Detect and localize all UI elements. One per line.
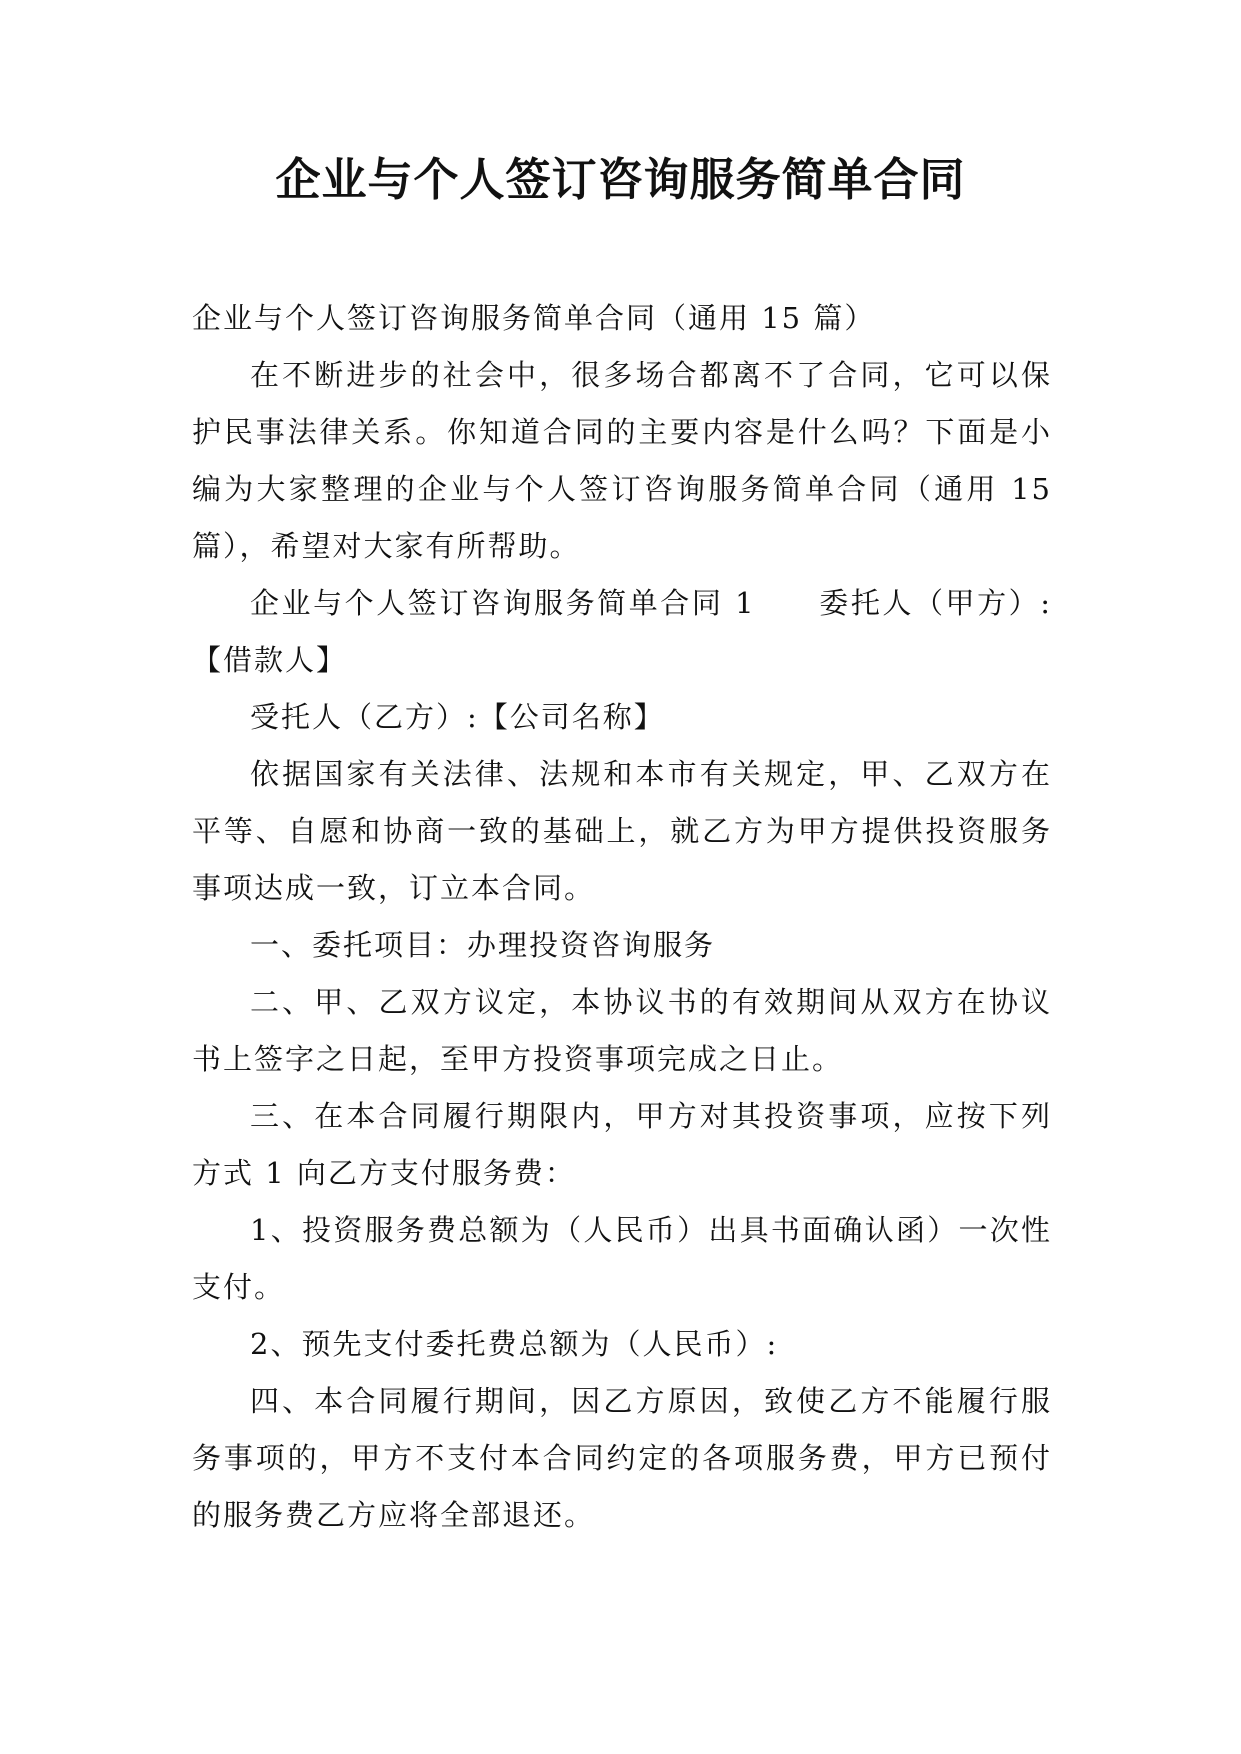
document-title: 企业与个人签订咨询服务简单合同	[275, 153, 966, 206]
paragraph-fee-2: 2、预先支付委托费总额为（人民币）:	[250, 1327, 779, 1361]
document-body	[192, 290, 1052, 1544]
document-subtitle: 企业与个人签订咨询服务简单合同（通用 15 篇）	[192, 301, 876, 335]
paragraph-clause-4: 四、本合同履行期间，因乙方原因，致使乙方不能履行服务事项的，甲方不支付本合同约定的各项服务费，甲方已预付的服务费乙方应将全部退还。	[192, 1384, 1052, 1532]
paragraph-intro: 在不断进步的社会中，很多场合都离不了合同，它可以保护民事法律关系。你知道合同的主要内容是什么吗？下面是小编为大家整理的企业与个人签订咨询服务简单合同（通用 15 篇），希望对大家有所帮助。	[192, 358, 1052, 563]
paragraph-clause-1: 一、委托项目：办理投资咨询服务	[250, 928, 716, 962]
paragraph-trustee: 受托人（乙方）:【公司名称】	[250, 700, 665, 734]
paragraph-fee-1: 1、投资服务费总额为（人民币）出具书面确认函）一次性支付。	[192, 1213, 1052, 1304]
paragraph-contract-heading: 企业与个人签订咨询服务简单合同 1 委托人（甲方）:【借款人】	[192, 586, 1052, 677]
paragraph-clause-2: 二、甲、乙双方议定，本协议书的有效期间从双方在协议书上签字之日起，至甲方投资事项完成之日止。	[192, 985, 1052, 1076]
paragraph-clause-3: 三、在本合同履行期限内，甲方对其投资事项，应按下列方式 1 向乙方支付服务费：	[192, 1099, 1052, 1190]
paragraph-basis: 依据国家有关法律、法规和本市有关规定，甲、乙双方在平等、自愿和协商一致的基础上，就乙方为甲方提供投资服务事项达成一致，订立本合同。	[192, 757, 1052, 905]
